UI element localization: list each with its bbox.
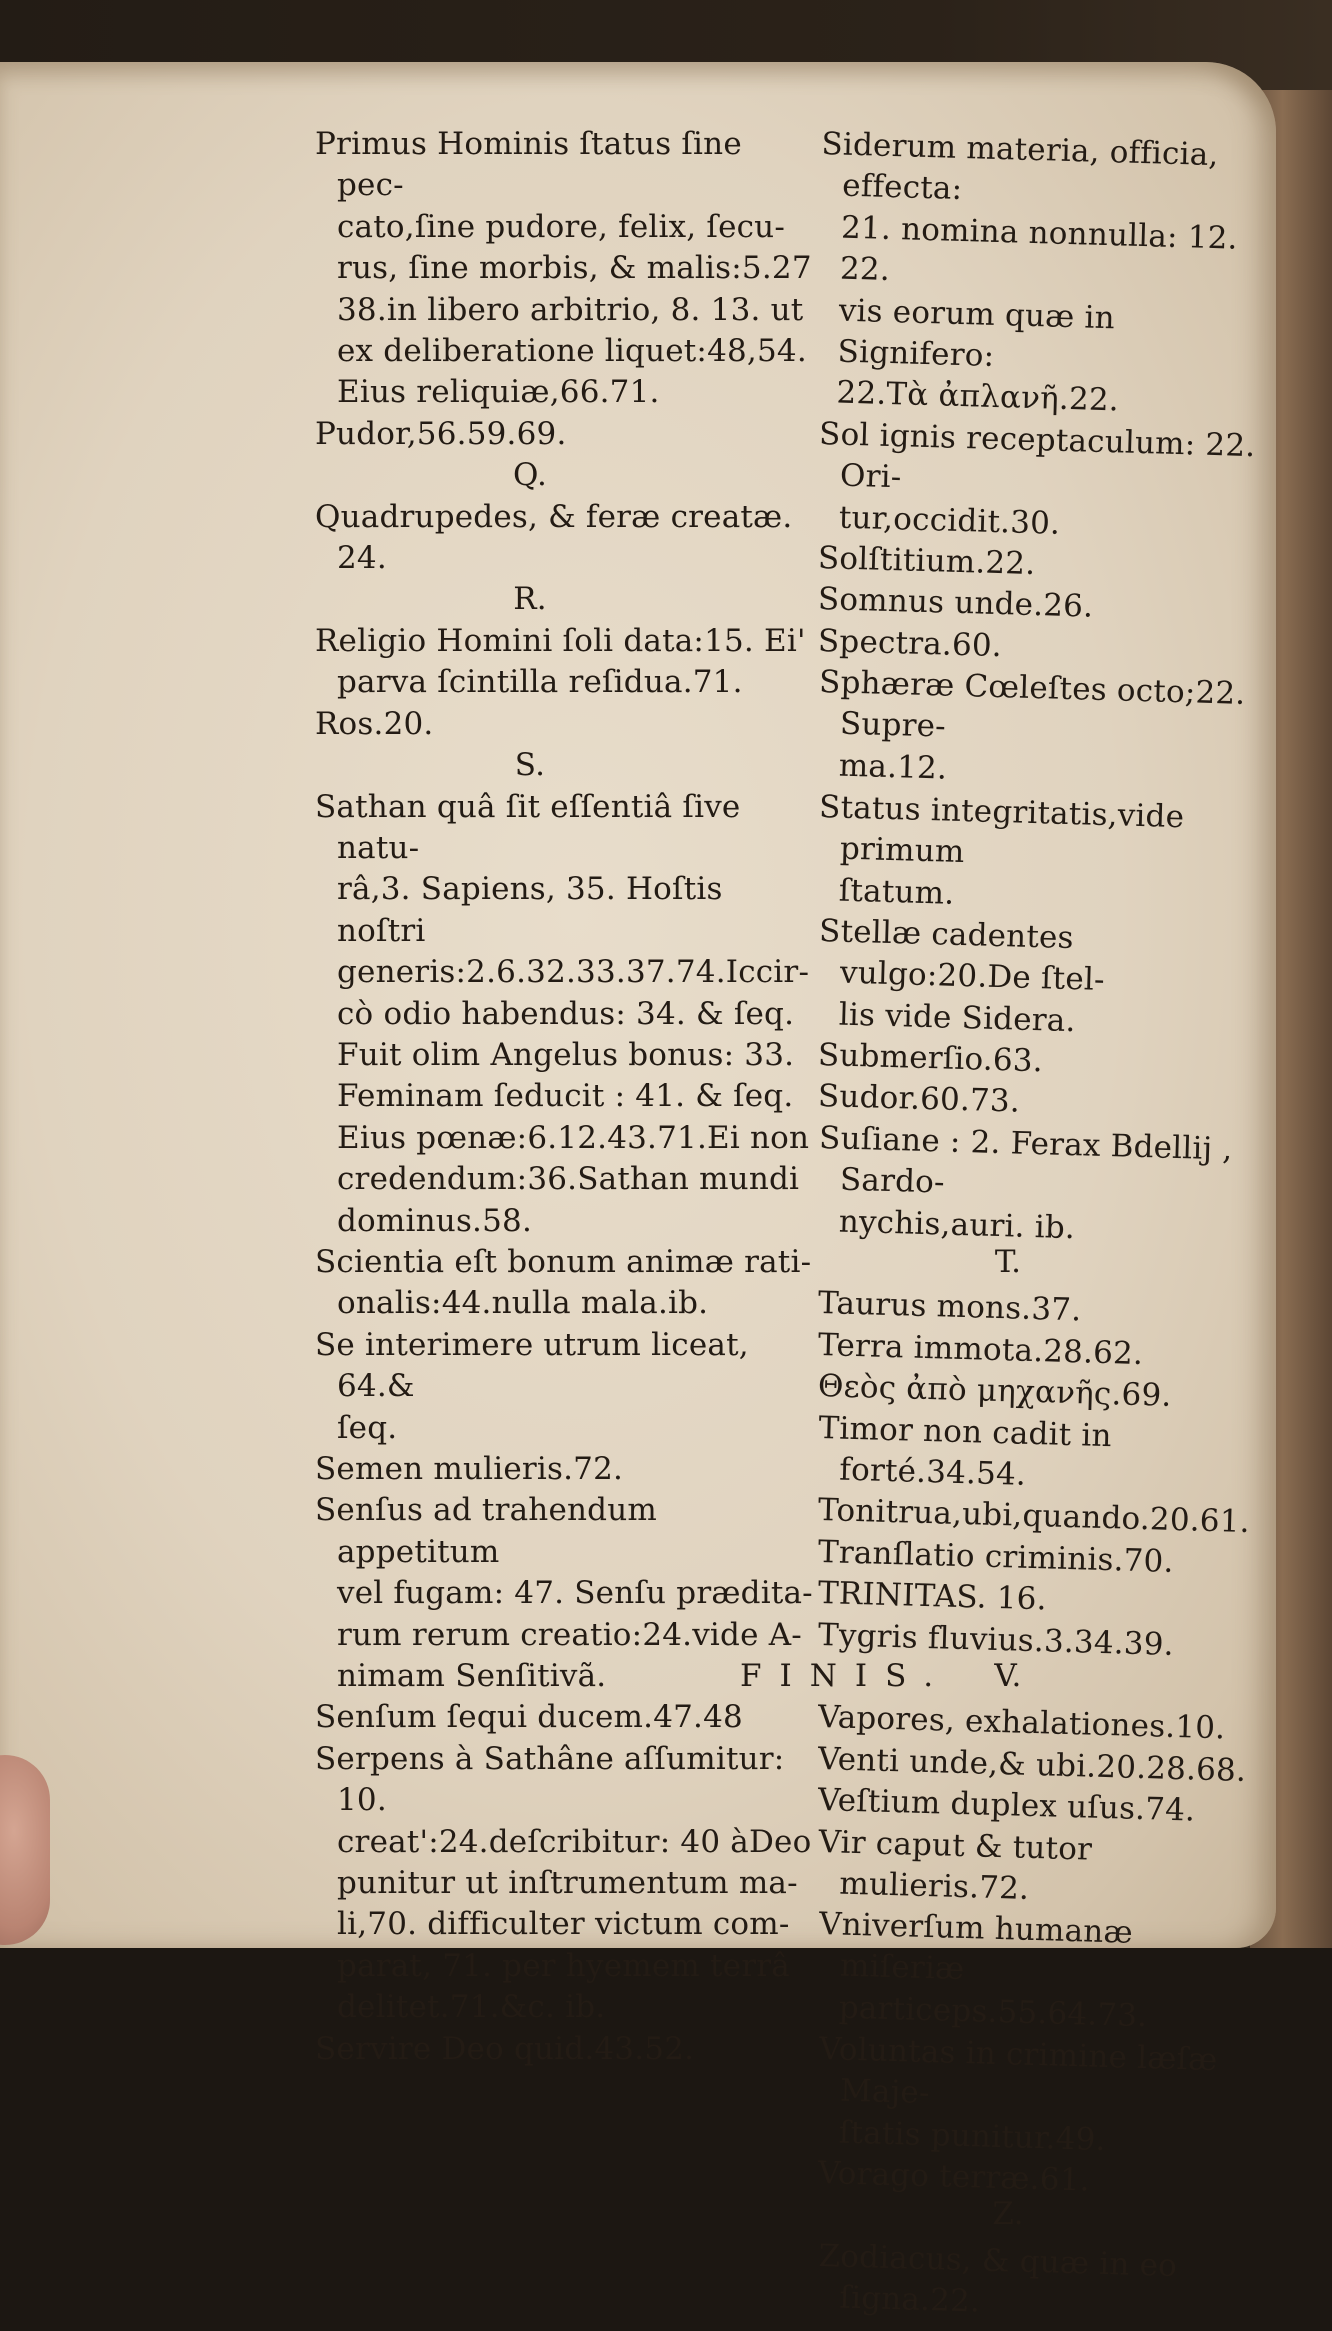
index-entry: Tranſlatio criminis.70. bbox=[817, 1533, 1175, 1580]
index-letter-heading: V. bbox=[994, 1658, 1022, 1695]
index-entry: Veſtium duplex uſus.74. bbox=[817, 1782, 1196, 1829]
index-entry: Tonitrua,ubi,quando.20.61. bbox=[817, 1492, 1251, 1541]
index-entry: Zodiacus, & quæ in eo ſigna.22. bbox=[818, 2237, 1178, 2320]
index-entry: Se interimere utrum liceat, 64.& ſeq. bbox=[315, 1326, 749, 1446]
index-entry: Scientia eſt bonum animæ rati- onalis:44.nulla mala.ib. bbox=[315, 1243, 812, 1322]
index-entry: Vir caput & tutor mulieris.72. bbox=[818, 1823, 1093, 1907]
index-entry: Senſus ad trahendum appetitum vel fugam: 47. Senſu prædita- rum rerum creatio:24.vide A- nimam Senſitivã. bbox=[315, 1492, 813, 1695]
index-letter-heading: R. bbox=[513, 581, 547, 618]
index-entry: Sphæræ Cœleſtes octo;22. Supre- ma.12. bbox=[818, 664, 1246, 787]
index-entry: Taurus mons.37. bbox=[817, 1285, 1082, 1329]
index-entry: Voluntas in crimine læſæ Maje- ſtatis punitur.49. bbox=[818, 2030, 1219, 2158]
index-entry: Tygris fluvius.3.34.39. bbox=[817, 1616, 1175, 1663]
index-left-column bbox=[315, 124, 815, 2070]
index-letter-heading: T. bbox=[994, 1243, 1022, 1280]
index-entry: Ros.20. bbox=[315, 705, 434, 742]
index-entry: Vapores, exhalationes.10. bbox=[817, 1699, 1226, 1747]
index-entry: Suſiane : 2. Ferax Bdellij , Sardo- nychis,auri. ib. bbox=[818, 1119, 1233, 1246]
index-letter-heading: Q. bbox=[512, 457, 548, 494]
index-entry: Somnus unde.26. bbox=[817, 581, 1094, 626]
index-entry: Serpens à Sathâne aſſumitur: 10. creat':24.deſcribitur: 40 àDeo punitur ut inſtrumentum ma- li,70. difficulter victum com- parat, 71. per hyemem terrâ delitet.71.&c. ib. bbox=[315, 1740, 812, 2026]
index-entry: Timor non cadit in forté.34.54. bbox=[818, 1409, 1113, 1493]
index-entry: Primus Hominis ſtatus ſine pec- cato,ſine pudore, felix, ſecu- rus, ſine morbis, & malis:5.27 38.in libero arbitrio, 8. 13. ut ex deliberatione liquet:48,54. Eius reliquiæ,66.71. bbox=[315, 126, 812, 411]
index-entry: Sathan quâ ſit eſſentiâ ſive natu- râ,3. Sapiens, 35. Hoſtis noſtri generis:2.6.32.33.37.74.Iccir- cò odio habendus: 34. & ſeq. Fuit olim Angelus bonus: 33. Feminam ſeducit : 41. & ſeq. Eius pœnæ:6.12.43.71.Ei non credendum:36.Sathan mundi dominus.58. bbox=[315, 788, 810, 1239]
index-entry: Semen mulieris.72. bbox=[315, 1451, 624, 1487]
finis-label: FINIS. bbox=[740, 1658, 952, 1694]
index-entry: Pudor,56.59.69. bbox=[315, 415, 567, 452]
index-letter-heading: Z. bbox=[992, 2196, 1024, 2233]
index-entry: Siderum materia, officia, effecta: 21. nomina nonnulla: 12. 22. vis eorum quæ in Signifero: 22.Τὰ ἀπλανῆ.22. bbox=[820, 126, 1239, 419]
index-entry: Sol ignis receptaculum: 22. Ori- tur,occidit.30. bbox=[818, 415, 1256, 542]
index-entry: Terra immota.28.62. bbox=[817, 1326, 1144, 1372]
index-entry: Vniverſum humanæ miſeriæ particeps.55.64.73. bbox=[818, 1906, 1148, 2035]
thumb bbox=[0, 1755, 50, 1945]
index-entry: Vorago terræ.61. bbox=[817, 2154, 1091, 2199]
index-entry: Senſum ſequi ducem.47.48 bbox=[315, 1699, 743, 1736]
index-entry: Servire Deo quid.43.52. bbox=[315, 2030, 695, 2067]
index-entry: Status integritatis,vide primum ſtatum. bbox=[818, 788, 1185, 912]
index-entry: Spectra.60. bbox=[817, 622, 1003, 665]
index-right-column bbox=[818, 124, 1258, 2319]
index-entry: Stellæ cadentes vulgo:20.De ſtel- lis vide Sidera. bbox=[818, 912, 1106, 1039]
index-entry: TRINITAS. 16. bbox=[817, 1575, 1048, 1618]
index-entry: Religio Homini ſoli data:15. Ei' parva ſcintilla reſidua.71. bbox=[315, 622, 806, 701]
index-entry: Submerſio.63. bbox=[817, 1036, 1044, 1080]
index-letter-heading: S. bbox=[514, 747, 546, 784]
index-entry: Venti unde,& ubi.20.28.68. bbox=[817, 1740, 1247, 1789]
index-entry: Solſtitium.22. bbox=[817, 540, 1036, 583]
index-entry: Θεὸς ἀπὸ μηχανῆς.69. bbox=[817, 1368, 1172, 1415]
index-entry: Quadrupedes, & feræ creatæ. 24. bbox=[315, 498, 793, 577]
index-entry: Sudor.60.73. bbox=[817, 1078, 1021, 1120]
